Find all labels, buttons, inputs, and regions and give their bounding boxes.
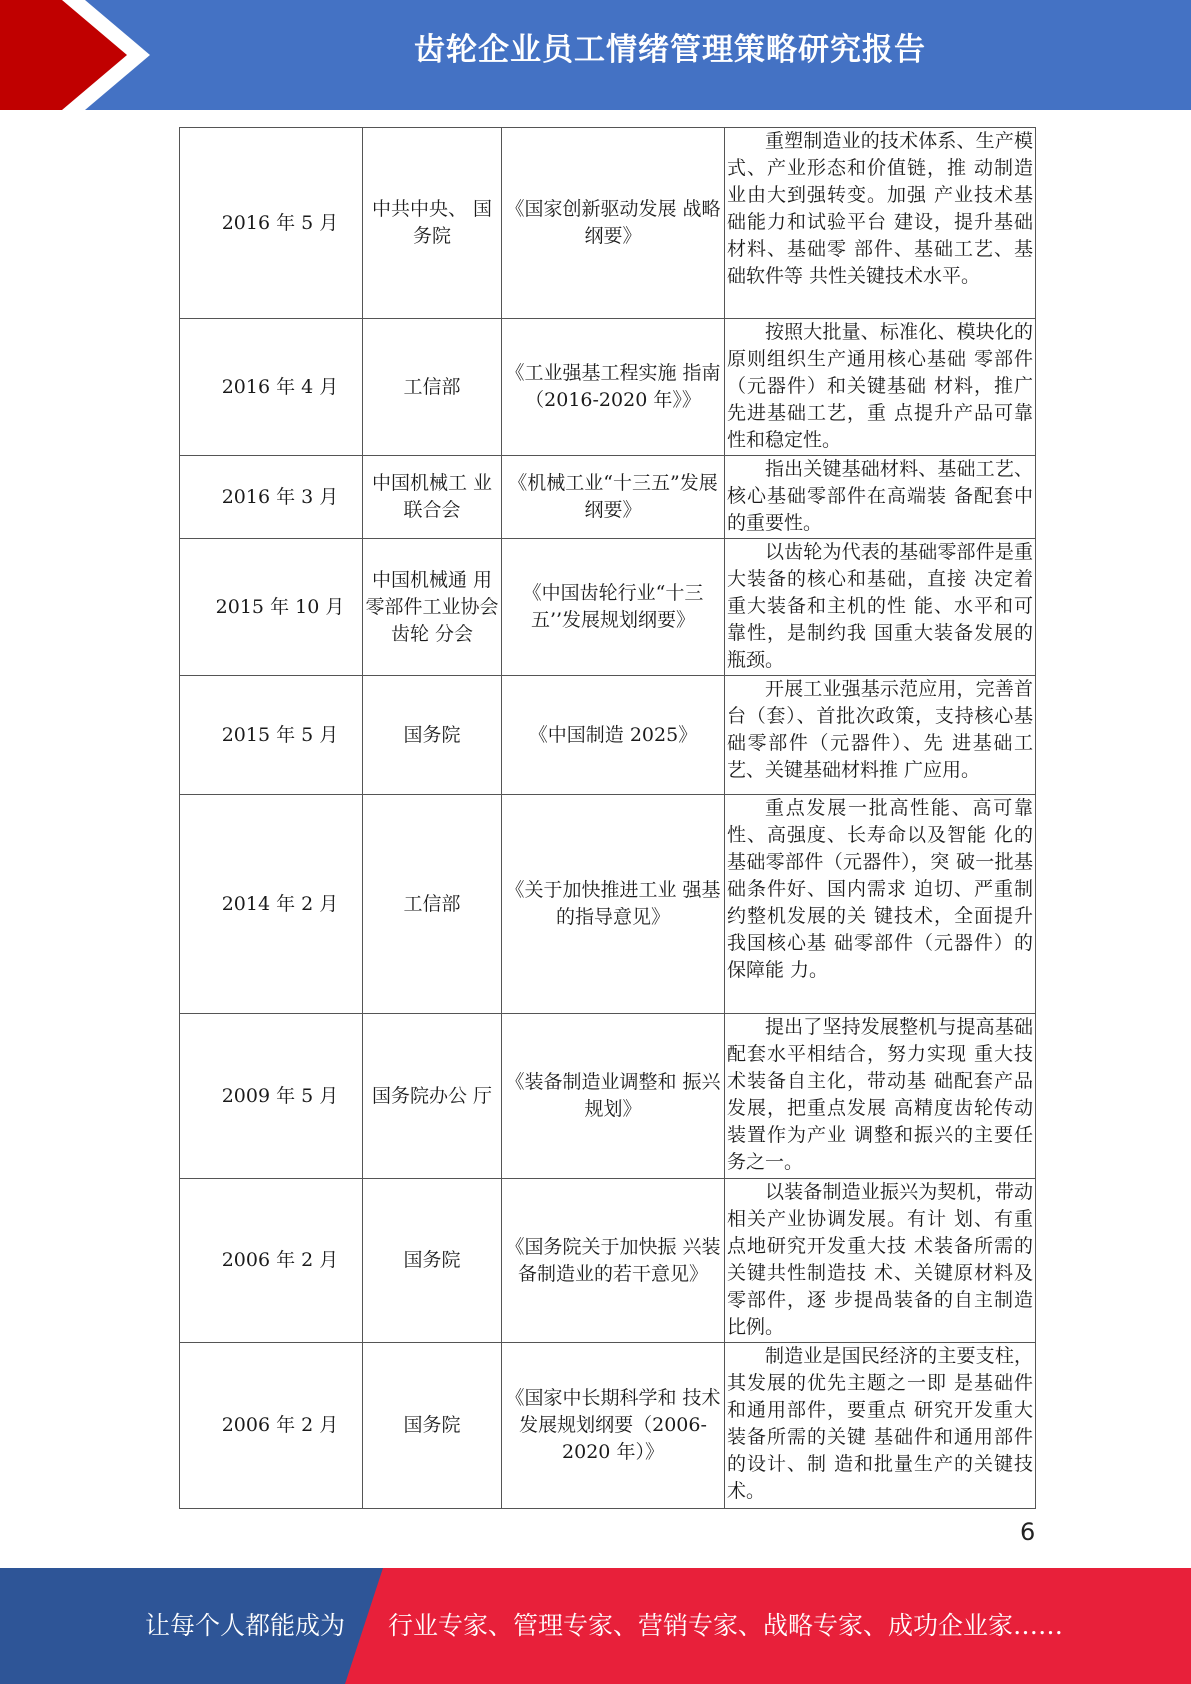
page-header (0, 0, 1191, 110)
description-cell (725, 539, 1036, 676)
document-title: 齿轮企业员工情绪管理策略研究报告 (414, 32, 926, 68)
table-row (180, 676, 1036, 795)
org-cell: 国务院 (363, 676, 502, 795)
document-name-cell: 《装备制造业调整和 振兴规划》 (502, 1014, 725, 1179)
org-cell: 中国机械工 业联合会 (363, 456, 502, 539)
document-name-cell: 《国家中长期科学和 技术发展规划纲要（2006-2020 年）》 (502, 1343, 725, 1509)
date-cell: 2015 年 10 月 (180, 539, 363, 676)
table-row (180, 1343, 1036, 1509)
description-text: 重塑制造业的技术体系、生产模式、产业形态和价值链，推 动制造业由大到强转变。加强 产业技术基础能力和试验平台 建设，提升基础材料、基础零 部件、基础工艺、基础软件等 共性关键技术水平。 (727, 130, 1033, 287)
date-cell: 2006 年 2 月 (180, 1343, 363, 1509)
document-name-cell: 《中国制造 2025》 (502, 676, 725, 795)
document-name-cell: 《国家创新驱动发展 战略纲要》 (502, 128, 725, 319)
description-text: 开展工业强基示范应用，完善首台（套）、首批次政策，支持核心基础零部件（元器件）、先 进基础工艺、关键基础材料推 广应用。 (727, 678, 1033, 781)
page-footer (0, 1568, 1191, 1684)
date-cell: 2009 年 5 月 (180, 1014, 363, 1179)
description-cell (725, 128, 1036, 319)
description-cell (725, 456, 1036, 539)
description-text: 提出了坚持发展整机与提高基础配套水平相结合，努力实现 重大技术装备自主化，带动基 础配套产品发展，把重点发展 高精度齿轮传动装置作为产业 调整和振兴的主要任务之一。 (727, 1016, 1033, 1173)
date-cell: 2016 年 3 月 (180, 456, 363, 539)
footer-slogan-left: 让每个人都能成为 (144, 1611, 345, 1640)
description-text: 重点发展一批高性能、高可靠性、高强度、长寿命以及智能 化的基础零部件（元器件），突 破一批基础条件好、国内需求 迫切、严重制约整机发展的关 键技术，全面提升我国核心基 础零部件（元器件）的保障能 力。 (727, 797, 1033, 981)
description-cell (725, 1343, 1036, 1509)
table-row (180, 456, 1036, 539)
org-cell: 工信部 (363, 795, 502, 1014)
table-row (180, 795, 1036, 1014)
document-name-cell: 《中国齿轮行业“十三 五’’发展规划纲要》 (502, 539, 725, 676)
header-chevron-icon (0, 0, 160, 110)
table-row (180, 1179, 1036, 1343)
description-cell (725, 319, 1036, 456)
description-text: 以齿轮为代表的基础零部件是重大装备的核心和基础，直接 决定着重大装备和主机的性 能、水平和可靠性，是制约我 国重大装备发展的瓶颈。 (727, 541, 1033, 671)
table-row (180, 539, 1036, 676)
document-name-cell: 《工业强基工程实施 指南（2016-2020 年》》 (502, 319, 725, 456)
table-row (180, 319, 1036, 456)
document-name-cell: 《关于加快推进工业 强基的指导意见》 (502, 795, 725, 1014)
org-cell: 中国机械通 用零部件工业协会齿轮 分会 (363, 539, 502, 676)
page-number: 6 (1020, 1518, 1036, 1546)
table-row (180, 128, 1036, 319)
document-name-cell: 《国务院关于加快振 兴装备制造业的若干意见》 (502, 1179, 725, 1343)
table-row (180, 1014, 1036, 1179)
date-cell: 2015 年 5 月 (180, 676, 363, 795)
policy-table (179, 127, 1036, 1509)
org-cell: 国务院 (363, 1179, 502, 1343)
org-cell: 国务院办公 厅 (363, 1014, 502, 1179)
description-text: 按照大批量、标准化、模块化的原则组织生产通用核心基础 零部件（元器件）和关键基础 材料，推广先进基础工艺，重 点提升产品可靠性和稳定性。 (727, 321, 1033, 451)
date-cell: 2014 年 2 月 (180, 795, 363, 1014)
date-cell: 2006 年 2 月 (180, 1179, 363, 1343)
footer-slogan-right: 行业专家、管理专家、营销专家、战略专家、成功企业家…… (388, 1611, 1064, 1640)
description-text: 指出关键基础材料、基础工艺、核心基础零部件在高端装 备配套中的重要性。 (727, 458, 1033, 534)
description-cell (725, 676, 1036, 795)
description-text: 制造业是国民经济的主要支柱，其发展的优先主题之一即 是基础件和通用部件，要重点 研究开发重大装备所需的关键 基础件和通用部件的设计、制 造和批量生产的关键技术。 (727, 1345, 1033, 1502)
description-text: 以装备制造业振兴为契机，带动相关产业协调发展。有计 划、有重点地研究开发重大技 术装备所需的关键共性制造技 术、关键原材料及零部件，逐 步提咼装备的自主制造比例。 (727, 1181, 1033, 1338)
description-cell (725, 1014, 1036, 1179)
date-cell: 2016 年 5 月 (180, 128, 363, 319)
org-cell: 工信部 (363, 319, 502, 456)
date-cell: 2016 年 4 月 (180, 319, 363, 456)
description-cell (725, 795, 1036, 1014)
document-name-cell: 《机械工业“十三五”发展纲要》 (502, 456, 725, 539)
org-cell: 国务院 (363, 1343, 502, 1509)
description-cell (725, 1179, 1036, 1343)
org-cell: 中共中央、 国务院 (363, 128, 502, 319)
